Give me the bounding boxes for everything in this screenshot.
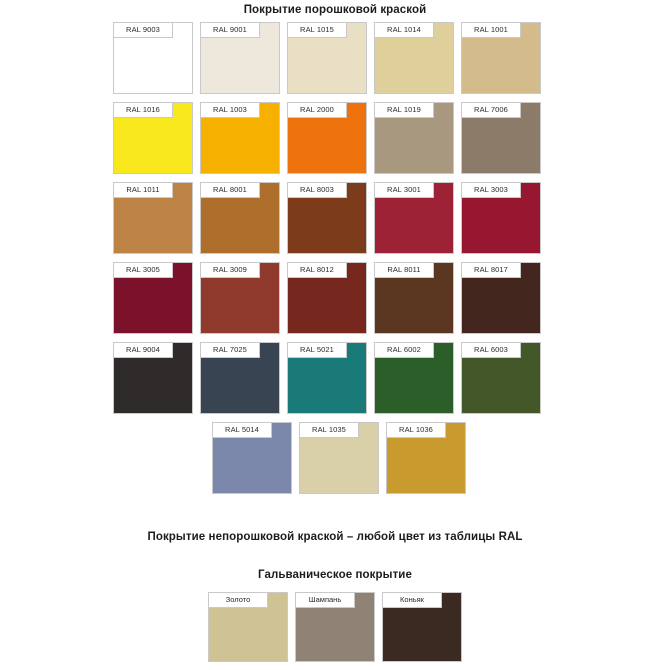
color-swatch[interactable] (386, 422, 466, 494)
color-swatch[interactable] (461, 262, 541, 334)
swatch-label: Золото (209, 593, 268, 608)
page-title-non-powder-coating: Покрытие непорошковой краской – любой цвет из таблицы RAL (147, 531, 523, 543)
swatch-label: RAL 1036 (387, 423, 446, 438)
color-swatch[interactable] (200, 182, 280, 254)
swatch-label: Шампань (296, 593, 355, 608)
swatch-row (113, 342, 565, 414)
swatch-label: RAL 1035 (300, 423, 359, 438)
swatch-label: RAL 1011 (114, 183, 173, 198)
color-swatch[interactable] (200, 22, 280, 94)
swatch-row (113, 22, 565, 94)
swatch-label: RAL 8003 (288, 183, 347, 198)
swatch-row (113, 182, 565, 254)
swatch-label: Коньяк (383, 593, 442, 608)
color-swatch[interactable] (374, 182, 454, 254)
swatch-row (113, 422, 565, 494)
swatch-label: RAL 3005 (114, 263, 173, 278)
color-swatch[interactable] (374, 342, 454, 414)
color-swatch[interactable] (299, 422, 379, 494)
swatch-row (113, 102, 565, 174)
color-swatch[interactable] (200, 342, 280, 414)
swatch-label: RAL 3001 (375, 183, 434, 198)
swatch-row (0, 592, 670, 662)
swatch-row (113, 262, 565, 334)
swatch-label: RAL 9003 (114, 23, 173, 38)
color-swatch[interactable] (374, 22, 454, 94)
color-swatch[interactable] (461, 342, 541, 414)
page-title-galvanic-coating: Гальваническое покрытие (258, 569, 412, 581)
color-swatch[interactable] (200, 262, 280, 334)
color-swatch[interactable] (287, 22, 367, 94)
color-swatch[interactable] (374, 102, 454, 174)
color-swatch[interactable] (113, 262, 193, 334)
page-title-powder-coating: Покрытие порошковой краской (243, 4, 427, 16)
color-swatch[interactable] (200, 102, 280, 174)
color-swatch[interactable] (287, 182, 367, 254)
color-swatch[interactable] (287, 102, 367, 174)
color-swatch[interactable] (461, 22, 541, 94)
swatch-label: RAL 1003 (201, 103, 260, 118)
swatch-label: RAL 5021 (288, 343, 347, 358)
swatch-label: RAL 7025 (201, 343, 260, 358)
swatch-label: RAL 8001 (201, 183, 260, 198)
galvanic-swatch[interactable] (295, 592, 375, 662)
swatch-label: RAL 1019 (375, 103, 434, 118)
swatch-label: RAL 9004 (114, 343, 173, 358)
color-swatch[interactable] (113, 22, 193, 94)
swatch-label: RAL 1015 (288, 23, 347, 38)
swatch-label: RAL 6002 (375, 343, 434, 358)
color-swatch[interactable] (113, 102, 193, 174)
galvanic-swatch[interactable] (382, 592, 462, 662)
swatch-label: RAL 9001 (201, 23, 260, 38)
swatch-label: RAL 7006 (462, 103, 521, 118)
color-swatch[interactable] (461, 182, 541, 254)
swatch-label: RAL 6003 (462, 343, 521, 358)
color-swatch[interactable] (113, 182, 193, 254)
color-swatch[interactable] (461, 102, 541, 174)
swatch-label: RAL 8012 (288, 263, 347, 278)
swatch-label: RAL 8017 (462, 263, 521, 278)
swatch-label: RAL 1001 (462, 23, 521, 38)
swatch-label: RAL 2000 (288, 103, 347, 118)
color-swatch[interactable] (287, 262, 367, 334)
color-swatch[interactable] (287, 342, 367, 414)
powder-swatch-grid (113, 22, 565, 502)
swatch-label: RAL 3009 (201, 263, 260, 278)
swatch-label: RAL 3003 (462, 183, 521, 198)
swatch-label: RAL 5014 (213, 423, 272, 438)
galvanic-swatch[interactable] (208, 592, 288, 662)
swatch-label: RAL 1014 (375, 23, 434, 38)
color-swatch[interactable] (374, 262, 454, 334)
color-swatch[interactable] (212, 422, 292, 494)
galvanic-swatch-grid (0, 592, 670, 662)
swatch-label: RAL 1016 (114, 103, 173, 118)
color-swatch[interactable] (113, 342, 193, 414)
swatch-label: RAL 8011 (375, 263, 434, 278)
